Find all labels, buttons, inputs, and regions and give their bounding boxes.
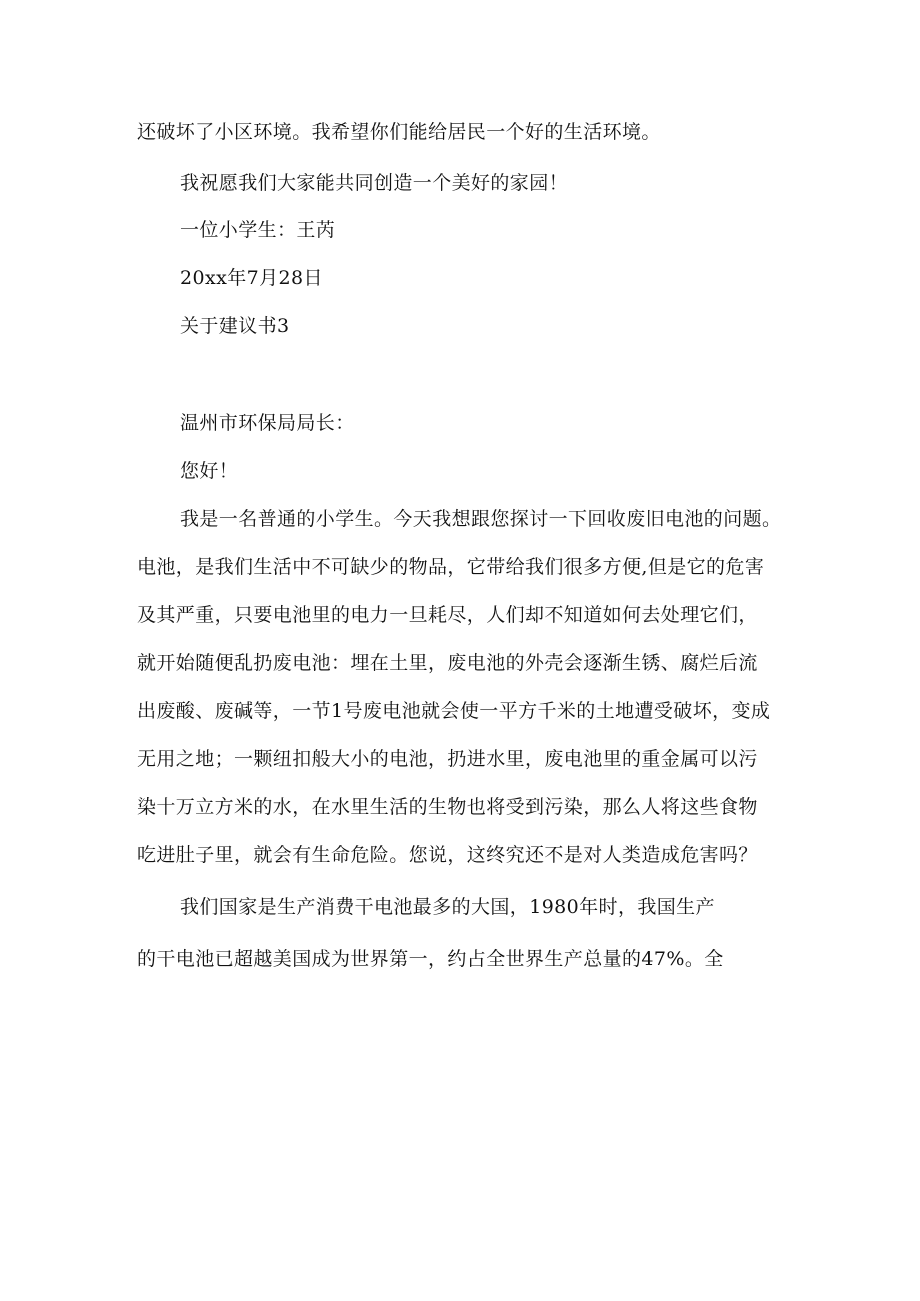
section-title: 关于建议书3 xyxy=(180,315,290,337)
text-line: 出废酸、废碱等，一节1号废电池就会使一平方千米的土地遭受破坏，变成 xyxy=(137,700,771,722)
signature-line: 一位小学生：王芮 xyxy=(180,219,336,241)
text-line: 的干电池已超越美国成为世界第一，约占全世界生产总量的47%。全 xyxy=(137,948,724,970)
date-line: 20xx年7月28日 xyxy=(180,267,323,289)
text-line: 我是一名普通的小学生。今天我想跟您探讨一下回收废旧电池的问题。 xyxy=(180,508,782,530)
text-line: 吃进肚子里，就会有生命危险。您说，这终究还不是对人类造成危害吗？ xyxy=(137,844,758,866)
text-line: 还破坏了小区环境。我希望你们能给居民一个好的生活环境。 xyxy=(137,121,661,143)
text-line: 染十万立方米的水，在水里生活的生物也将受到污染，那么人将这些食物 xyxy=(137,796,758,818)
text-line: 我们国家是生产消费干电池最多的大国，1980年时，我国生产 xyxy=(180,896,715,918)
text-line: 无用之地；一颗纽扣般大小的电池，扔进水里，废电池里的重金属可以污 xyxy=(137,748,758,770)
text-line: 及其严重，只要电池里的电力一旦耗尽，人们却不知道如何去处理它们， xyxy=(137,604,758,626)
greeting: 您好！ xyxy=(180,460,239,482)
salutation: 温州市环保局局长： xyxy=(180,412,355,434)
text-line: 就开始随便乱扔废电池：埋在土里，废电池的外壳会逐渐生锈、腐烂后流 xyxy=(137,652,758,674)
text-line: 电池，是我们生活中不可缺少的物品，它带给我们很多方便,但是它的危害 xyxy=(137,556,765,578)
text-line: 我祝愿我们大家能共同创造一个美好的家园！ xyxy=(180,172,569,194)
